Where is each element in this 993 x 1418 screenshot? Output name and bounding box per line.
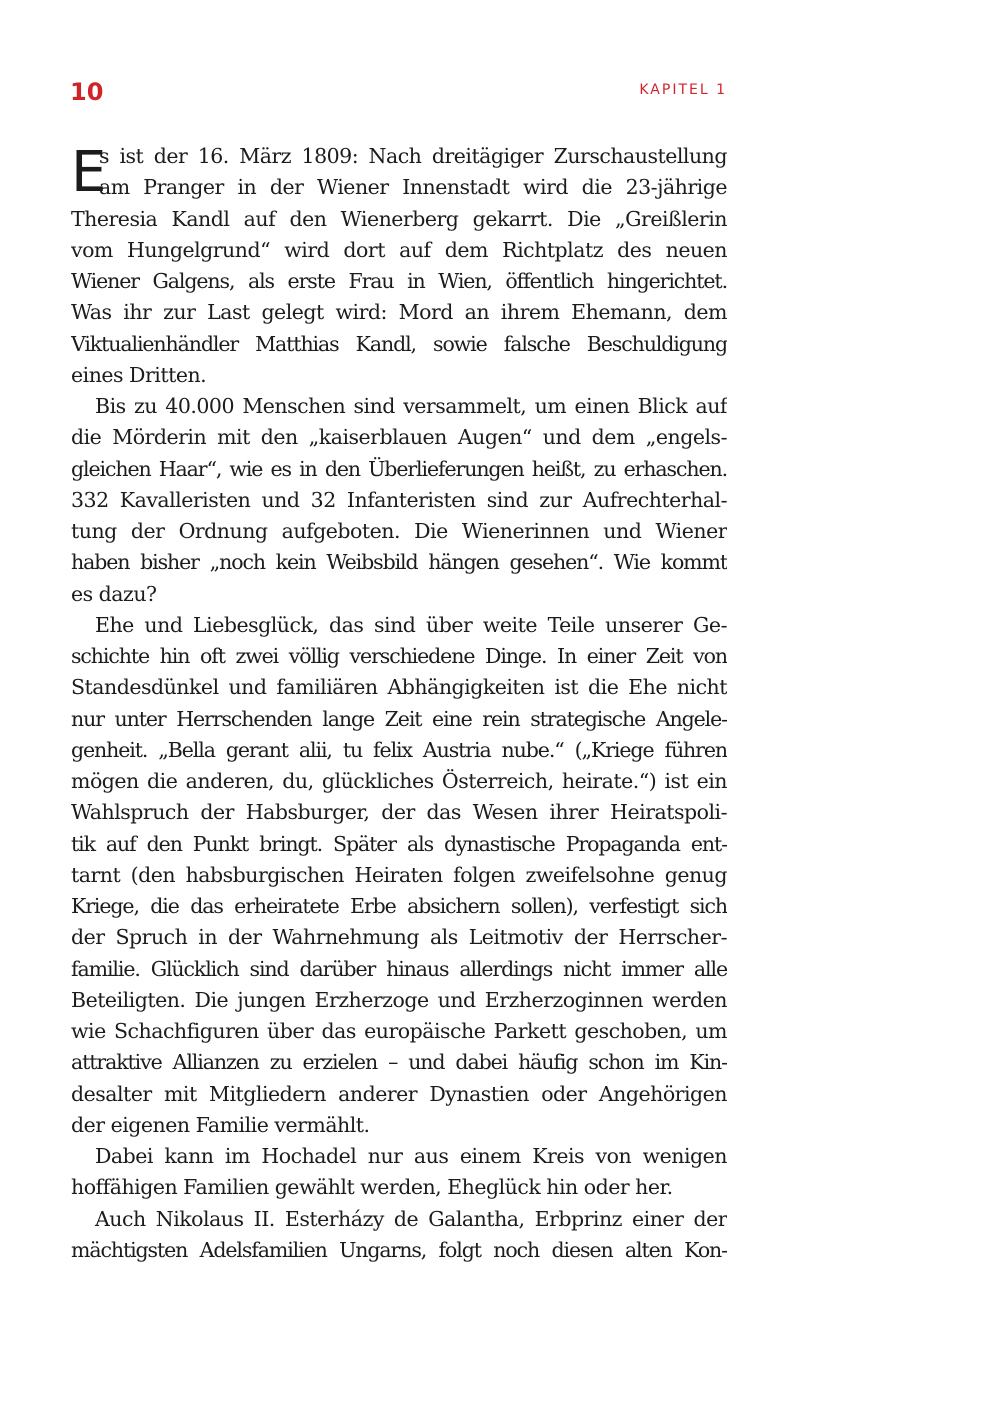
text-line: am Pranger in der Wiener Innenstadt wird die 23-jährige <box>99 175 727 200</box>
paragraph-3 <box>71 610 727 1141</box>
text-line: nur unter Herrschenden lange Zeit eine rein strategische Angele- <box>71 706 727 731</box>
text-line: die Mörderin mit den „kaiserblauen Augen“ und dem „engels- <box>71 425 727 450</box>
text-line: genheit. „Bella gerant alii, tu felix Austria nube.“ („Kriege führen <box>71 737 727 762</box>
text-line: Auch Nikolaus II. Esterházy de Galantha, Erbprinz einer der <box>95 1206 727 1231</box>
drop-cap: E <box>71 140 107 205</box>
paragraph-5 <box>71 1204 727 1267</box>
text-line: Wahlspruch der Habsburger, der das Wesen ihrer Heiratspoli- <box>71 800 727 825</box>
text-line: der Spruch in der Wahrnehmung als Leitmotiv der Herrscher- <box>71 925 727 950</box>
text-line: vom Hungelgrund“ wird dort auf dem Richtplatz des neuen <box>71 237 727 262</box>
text-line: es dazu? <box>71 581 157 606</box>
text-line: Ehe und Liebesglück, das sind über weite Teile unserer Ge- <box>95 612 727 637</box>
body-text <box>71 141 727 1266</box>
text-line: mögen die anderen, du, glückliches Österreich, heirate.“) ist ein <box>71 769 727 793</box>
text-line: Was ihr zur Last gelegt wird: Mord an ihrem Ehemann, dem <box>71 300 727 325</box>
text-line: tik auf den Punkt bringt. Später als dynastische Propaganda ent- <box>71 831 727 856</box>
text-line: eines Dritten. <box>71 362 207 387</box>
text-line: Theresia Kandl auf den Wienerberg gekarrt. Die „Greißlerin <box>71 206 727 231</box>
text-line: tung der Ordnung aufgeboten. Die Wienerinnen und Wiener <box>71 519 727 543</box>
text-line: Beteiligten. Die jungen Erzherzoge und Erzherzoginnen werden <box>71 987 727 1012</box>
text-line: familie. Glücklich sind darüber hinaus allerdings nicht immer alle <box>71 956 727 981</box>
chapter-running-head: KAPITEL 1 <box>639 82 727 98</box>
text-line: der eigenen Familie vermählt. <box>71 1112 370 1137</box>
text-line: Viktualienhändler Matthias Kandl, sowie falsche Beschuldigung <box>71 331 727 356</box>
paragraph-2 <box>71 391 727 610</box>
text-line: Bis zu 40.000 Menschen sind versammelt, um einen Blick auf <box>95 394 727 418</box>
text-line: Dabei kann im Hochadel nur aus einem Kreis von wenigen <box>95 1144 727 1168</box>
text-line: gleichen Haar“, wie es in den Überlieferungen heißt, zu erhaschen. <box>71 456 727 481</box>
page-number: 10 <box>70 78 104 106</box>
paragraph-1 <box>71 141 727 391</box>
text-line: hoffähigen Familien gewählt werden, Eheglück hin oder her. <box>71 1175 673 1200</box>
text-line: 332 Kavalleristen und 32 Infanteristen sind zur Aufrechterhal- <box>71 487 727 512</box>
text-line: attraktive Allianzen zu erzielen – und dabei häufig schon im Kin- <box>71 1050 727 1075</box>
text-line: schichte hin oft zwei völlig verschiedene Dinge. In einer Zeit von <box>71 644 727 668</box>
text-line: s ist der 16. März 1809: Nach dreitägiger Zurschaustellung <box>99 144 727 168</box>
text-line: desalter mit Mitgliedern anderer Dynastien oder Angehörigen <box>71 1081 727 1106</box>
text-line: Wiener Galgens, als erste Frau in Wien, öffentlich hingerichtet. <box>71 269 727 293</box>
text-line: Standesdünkel und familiären Abhängigkeiten ist die Ehe nicht <box>71 675 727 700</box>
text-line: haben bisher „noch kein Weibsbild hängen gesehen“. Wie kommt <box>71 550 727 575</box>
text-line: wie Schachfiguren über das europäische Parkett geschoben, um <box>71 1019 727 1043</box>
text-line: mächtigsten Adelsfamilien Ungarns, folgt noch diesen alten Kon- <box>71 1237 727 1262</box>
text-line: Kriege, die das erheiratete Erbe absichern sollen), verfestigt sich <box>71 894 727 918</box>
text-line: tarnt (den habsburgischen Heiraten folgen zweifelsohne genug <box>71 862 727 887</box>
paragraph-4 <box>71 1141 727 1204</box>
